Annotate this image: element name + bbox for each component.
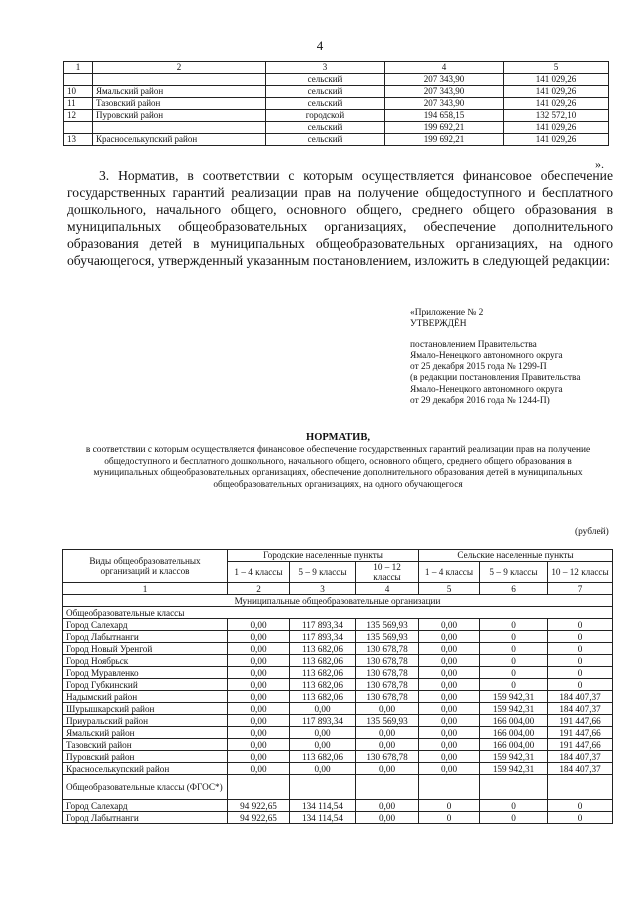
- row-settlement-type: сельский: [266, 86, 385, 98]
- subheader-classes: 1 – 4 классы: [228, 562, 290, 583]
- row-value: 0,00: [356, 800, 419, 812]
- table-row: [63, 727, 613, 739]
- row-value: 135 569,93: [356, 631, 419, 643]
- appendix-line: (в редакции постановления Правительства: [410, 373, 581, 384]
- row-value: 141 029,26: [504, 134, 609, 146]
- row-value: 0,00: [419, 667, 480, 679]
- empty-cell: [356, 775, 419, 800]
- row-value: 0: [548, 643, 613, 655]
- appendix-line: Ямало-Ненецкого автономного округа: [410, 384, 563, 395]
- header-kind: Виды общеобразовательных организаций и классов: [63, 550, 228, 583]
- row-value: 191 447,66: [548, 727, 613, 739]
- appendix-line: Ямало-Ненецкого автономного округа: [410, 350, 563, 361]
- column-number: 7: [548, 583, 613, 595]
- row-value: 0,00: [419, 727, 480, 739]
- row-name: Ямальский район: [63, 727, 228, 739]
- row-value: 199 692,21: [385, 134, 504, 146]
- row-value: 0: [548, 812, 613, 824]
- column-number: 6: [480, 583, 548, 595]
- row-value: 166 004,00: [480, 715, 548, 727]
- row-name: Город Ноябрьск: [63, 655, 228, 667]
- empty-cell: [548, 775, 613, 800]
- row-settlement-type: сельский: [266, 134, 385, 146]
- row-value: 0,00: [228, 727, 290, 739]
- row-name: Пуровский район: [63, 751, 228, 763]
- row-name: Красноселькупский район: [63, 763, 228, 775]
- column-number: 3: [290, 583, 356, 595]
- row-district: Ямальский район: [93, 86, 266, 98]
- row-value: 0,00: [228, 763, 290, 775]
- row-value: 0,00: [290, 763, 356, 775]
- section-title-row: [63, 595, 613, 607]
- row-number: 11: [64, 98, 93, 110]
- table-row: [64, 86, 609, 98]
- appendix-line: УТВЕРЖДЁН: [410, 319, 467, 330]
- row-value: 0,00: [228, 643, 290, 655]
- row-settlement-type: сельский: [266, 98, 385, 110]
- appendix-line: «Приложение № 2: [410, 308, 484, 318]
- table-row: [63, 619, 613, 631]
- row-value: 0,00: [356, 739, 419, 751]
- row-value: 117 893,34: [290, 619, 356, 631]
- subheader-classes: 10 – 12 классы: [548, 562, 613, 583]
- norm-title: НОРМАТИВ,: [306, 432, 370, 443]
- table-row: [63, 763, 613, 775]
- row-value: 0: [480, 667, 548, 679]
- table-norms: [62, 549, 613, 824]
- row-value: 135 569,93: [356, 619, 419, 631]
- empty-cell: [419, 775, 480, 800]
- table-row: [64, 110, 609, 122]
- row-value: 159 942,31: [480, 751, 548, 763]
- paragraph-3: 3. Норматив, в соответствии с которым осуществляется финансовое обеспечение государственных гарантий реализации прав на получение общедоступного и бесплатного дошкольного, начального общего, основного общего, среднего общего образования в муниципальных общеобразовательных организациях, обеспечение дополнительного образования детей в муниципальных общеобразовательных организациях, на одного обучающегося, утвержденный указанным постановлением, изложить в следующей редакции:: [67, 168, 613, 268]
- row-value: 130 678,78: [356, 691, 419, 703]
- row-value: 0: [480, 800, 548, 812]
- column-number: 4: [356, 583, 419, 595]
- row-value: 199 692,21: [385, 122, 504, 134]
- row-value: 94 922,65: [228, 812, 290, 824]
- row-number: 10: [64, 86, 93, 98]
- row-value: 0,00: [228, 691, 290, 703]
- row-value: 184 407,37: [548, 691, 613, 703]
- row-value: 0: [419, 812, 480, 824]
- row-value: 94 922,65: [228, 800, 290, 812]
- table-row: [63, 631, 613, 643]
- appendix-line: постановлением Правительства: [410, 339, 537, 350]
- row-value: 117 893,34: [290, 715, 356, 727]
- row-value: 0,00: [419, 643, 480, 655]
- table-row: [64, 74, 609, 86]
- row-district: [93, 74, 266, 86]
- empty-cell: [290, 775, 356, 800]
- row-value: 0,00: [356, 727, 419, 739]
- row-value: 0: [548, 631, 613, 643]
- group-title: Общеобразовательные классы: [63, 607, 613, 619]
- table-rates-part: [63, 61, 609, 146]
- row-value: 132 572,10: [504, 110, 609, 122]
- header-cell: 4: [385, 62, 504, 74]
- row-district: [93, 122, 266, 134]
- table-row: [63, 812, 613, 824]
- row-value: 0,00: [356, 703, 419, 715]
- table-row: [64, 134, 609, 146]
- row-value: 134 114,54: [290, 812, 356, 824]
- row-name: Город Салехард: [63, 800, 228, 812]
- column-number: 2: [228, 583, 290, 595]
- column-number: 5: [419, 583, 480, 595]
- row-value: 130 678,78: [356, 667, 419, 679]
- row-value: 0: [548, 619, 613, 631]
- section-title: Муниципальные общеобразовательные организации: [63, 595, 613, 607]
- row-value: 0,00: [228, 751, 290, 763]
- row-value: 0,00: [228, 703, 290, 715]
- row-value: 0: [548, 800, 613, 812]
- row-value: 141 029,26: [504, 86, 609, 98]
- row-value: 0,00: [228, 667, 290, 679]
- row-value: 0,00: [228, 739, 290, 751]
- row-value: 0: [548, 667, 613, 679]
- row-district: Пуровский район: [93, 110, 266, 122]
- empty-cell: [480, 775, 548, 800]
- row-value: 0: [480, 679, 548, 691]
- row-value: 0: [480, 631, 548, 643]
- row-value: 0,00: [419, 655, 480, 667]
- row-value: 134 114,54: [290, 800, 356, 812]
- row-value: 0,00: [228, 715, 290, 727]
- row-value: 159 942,31: [480, 763, 548, 775]
- table-row: [63, 655, 613, 667]
- row-name: Город Муравленко: [63, 667, 228, 679]
- row-value: 184 407,37: [548, 751, 613, 763]
- table-row: [63, 643, 613, 655]
- row-value: 0,00: [419, 739, 480, 751]
- row-value: 113 682,06: [290, 691, 356, 703]
- subheader-classes: 1 – 4 классы: [419, 562, 480, 583]
- row-value: 0: [548, 679, 613, 691]
- row-value: 0,00: [419, 703, 480, 715]
- table-row: [63, 679, 613, 691]
- header-rural: Сельские населенные пункты: [419, 550, 613, 562]
- row-district: Тазовский район: [93, 98, 266, 110]
- row-value: 113 682,06: [290, 679, 356, 691]
- row-value: 0,00: [419, 763, 480, 775]
- row-value: 207 343,90: [385, 86, 504, 98]
- row-value: 159 942,31: [480, 691, 548, 703]
- row-value: 0,00: [419, 751, 480, 763]
- row-name: Город Салехард: [63, 619, 228, 631]
- row-value: 159 942,31: [480, 703, 548, 715]
- row-value: 0,00: [419, 631, 480, 643]
- row-value: 0,00: [228, 631, 290, 643]
- header-cell: 3: [266, 62, 385, 74]
- page-number: 4: [316, 38, 324, 53]
- row-number: [64, 122, 93, 134]
- row-value: 113 682,06: [290, 643, 356, 655]
- row-value: 0: [480, 643, 548, 655]
- row-value: 0: [419, 800, 480, 812]
- header-cell: 2: [93, 62, 266, 74]
- appendix-approval-block: [410, 308, 620, 407]
- header-cell: 5: [504, 62, 609, 74]
- row-name: Город Лабытнанги: [63, 812, 228, 824]
- closing-quote: ».: [595, 157, 604, 171]
- table-row: [63, 715, 613, 727]
- row-value: 0,00: [419, 619, 480, 631]
- header-urban: Городские населенные пункты: [228, 550, 419, 562]
- row-settlement-type: городской: [266, 110, 385, 122]
- column-number: 1: [63, 583, 228, 595]
- table-row: [63, 667, 613, 679]
- row-value: 0,00: [228, 679, 290, 691]
- table-row: [63, 800, 613, 812]
- row-value: 0: [480, 619, 548, 631]
- row-name: Шурышкарский район: [63, 703, 228, 715]
- subheader-classes: 5 – 9 классы: [480, 562, 548, 583]
- group-title: Общеобразовательные классы (ФГОС*): [63, 775, 228, 800]
- appendix-line: от 25 декабря 2015 года № 1299-П: [410, 362, 547, 373]
- row-number: [64, 74, 93, 86]
- row-name: Приуральский район: [63, 715, 228, 727]
- row-settlement-type: сельский: [266, 74, 385, 86]
- table-row: [63, 691, 613, 703]
- subheader-classes: 5 – 9 классы: [290, 562, 356, 583]
- row-value: 194 658,15: [385, 110, 504, 122]
- row-value: 130 678,78: [356, 655, 419, 667]
- row-value: 207 343,90: [385, 74, 504, 86]
- row-value: 0: [548, 655, 613, 667]
- row-value: 0: [480, 655, 548, 667]
- row-value: 130 678,78: [356, 679, 419, 691]
- row-value: 0,00: [356, 763, 419, 775]
- subheader-classes: 10 – 12 классы: [356, 562, 419, 583]
- row-value: 184 407,37: [548, 703, 613, 715]
- table-row: [63, 751, 613, 763]
- row-value: 141 029,26: [504, 74, 609, 86]
- row-name: Город Новый Уренгой: [63, 643, 228, 655]
- row-value: 0,00: [356, 812, 419, 824]
- row-value: 207 343,90: [385, 98, 504, 110]
- row-value: 113 682,06: [290, 667, 356, 679]
- row-value: 130 678,78: [356, 751, 419, 763]
- row-value: 141 029,26: [504, 98, 609, 110]
- table-row: [63, 703, 613, 715]
- row-value: 0,00: [290, 727, 356, 739]
- column-number-row: [63, 583, 613, 595]
- empty-cell: [228, 775, 290, 800]
- row-value: 0,00: [419, 679, 480, 691]
- row-value: 117 893,34: [290, 631, 356, 643]
- table-header-row: [64, 62, 609, 74]
- row-value: 0,00: [419, 691, 480, 703]
- table-row: [64, 98, 609, 110]
- row-settlement-type: сельский: [266, 122, 385, 134]
- row-number: 13: [64, 134, 93, 146]
- row-name: Надымский район: [63, 691, 228, 703]
- group-title-row: [63, 607, 613, 619]
- row-value: 184 407,37: [548, 763, 613, 775]
- row-number: 12: [64, 110, 93, 122]
- row-value: 113 682,06: [290, 655, 356, 667]
- row-district: Красноселькупский район: [93, 134, 266, 146]
- row-value: 0,00: [419, 715, 480, 727]
- row-value: 166 004,00: [480, 727, 548, 739]
- row-value: 141 029,26: [504, 122, 609, 134]
- table-row: [64, 122, 609, 134]
- row-value: 0,00: [228, 655, 290, 667]
- row-name: Город Лабытнанги: [63, 631, 228, 643]
- row-value: 0,00: [290, 739, 356, 751]
- row-value: 191 447,66: [548, 739, 613, 751]
- row-name: Тазовский район: [63, 739, 228, 751]
- row-value: 166 004,00: [480, 739, 548, 751]
- row-value: 113 682,06: [290, 751, 356, 763]
- group-title-row: [63, 775, 613, 800]
- appendix-line: от 29 декабря 2016 года № 1244-П): [410, 396, 550, 407]
- row-name: Город Губкинский: [63, 679, 228, 691]
- row-value: 0,00: [290, 703, 356, 715]
- norm-subtitle: в соответствии с которым осуществляется финансовое обеспечение государственных гарантий реализации прав на получение общедоступного и бесплатного дошкольного, начального общего, основного общего, среднего общего образования в муниципальных общеобразовательных организациях, обеспечение дополнительного образования детей в муниципальных общеобразовательных организациях, на одного обучающегося: [85, 445, 591, 491]
- row-value: 0,00: [228, 619, 290, 631]
- unit-label: (рублей): [575, 527, 609, 537]
- header-cell: 1: [64, 62, 93, 74]
- row-value: 130 678,78: [356, 643, 419, 655]
- row-value: 135 569,93: [356, 715, 419, 727]
- row-value: 0: [480, 812, 548, 824]
- table-row: [63, 739, 613, 751]
- row-value: 191 447,66: [548, 715, 613, 727]
